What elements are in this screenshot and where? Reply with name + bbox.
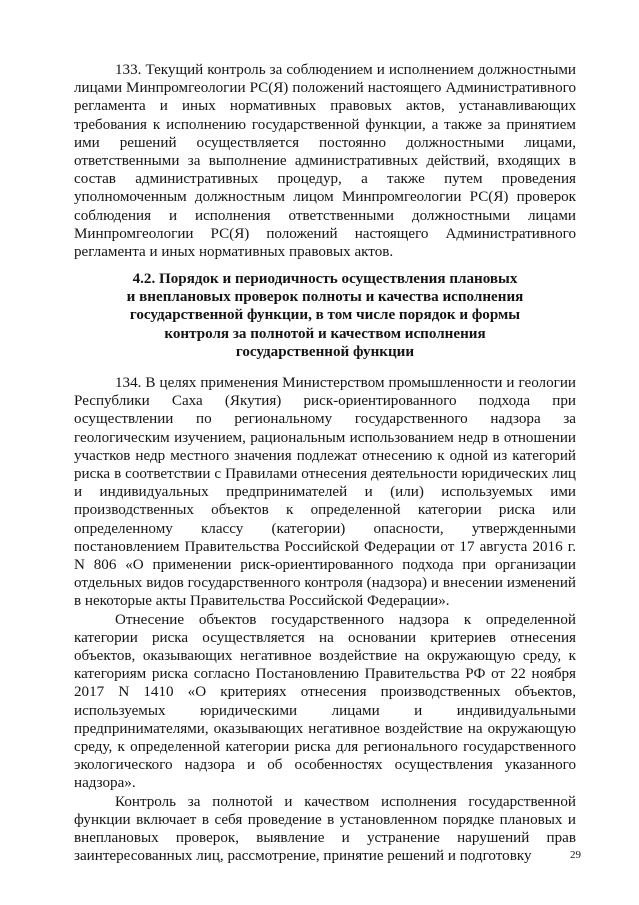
paragraph-block-1 bbox=[74, 61, 576, 261]
paragraph-133: 133. Текущий контроль за соблюдением и исполнением должностными лицами Минпромгеологии РС(Я) положений настоящего Административного регламента и иных нормативных правовых актов, устанавливающих требования к исполнению государственной функции, а также за принятием ими решений осуществляется постоянно должностными лицами, ответственными за выполнение административных действий, входящих в состав административных процедур, а также путем проведения уполномоченным должностным лицом Минпромгеологии РС(Я) проверок соблюдения и исполнения ответственными должностными лицами Минпромгеологии РС(Я) положений настоящего Административного регламента и иных нормативных правовых актов. bbox=[74, 62, 576, 261]
heading-line: государственной функции bbox=[235, 343, 415, 360]
heading-line: 4.2. Порядок и периодичность осуществления плановых bbox=[132, 271, 518, 287]
paragraph-block-2 bbox=[74, 374, 576, 865]
page-number: 29 bbox=[570, 849, 581, 861]
paragraph-control: Контроль за полнотой и качеством исполнения государственной функции включает в себя проведение в установленном порядке плановых и внеплановых проверок, выявление и устранение нарушений прав заинтересованных лиц, рассмотрение, принятие решений и подготовку bbox=[74, 793, 576, 865]
section-heading-4-2 bbox=[74, 270, 576, 361]
heading-line: государственной функции, в том числе порядок и формы bbox=[129, 307, 521, 324]
paragraph-134: 134. В целях применения Министерством промышленности и геологии Республики Саха (Якутия) риск-ориентированного подхода при осуществлении по региональному государственного надзора за геологическим изучением, рациональным использованием недр в отношении участков недр местного значения подлежат отнесению к одной из категорий риска в соответствии с Правилами отнесения деятельности юридических лиц и индивидуальных предпринимателей и (или) используемых ими производственных объектов к определенной категории риска или определенному классу (категории) опасности, утвержденными постановлением Правительства Российской Федерации от 17 августа 2016 г. N 806 «О применении риск-ориентированного подхода при организации отдельных видов государственного контроля (надзора) и внесении изменений в некоторые акты Правительства Российской Федерации». bbox=[74, 375, 576, 610]
heading-line: контроля за полнотой и качеством исполнения bbox=[164, 325, 486, 342]
heading-line: и внеплановых проверок полноты и качества исполнения bbox=[126, 289, 524, 306]
paragraph-risk-categories: Отнесение объектов государственного надзора к определенной категории риска осуществляется на основании критериев отнесения объектов, оказывающих негативное воздействие на окружающую среду, к категориям риска согласно Постановлению Правительства РФ от 22 ноября 2017 N 1410 «О критериях отнесения производственных объектов, используемых юридическими лицами и индивидуальными предпринимателями, оказывающих негативное воздействие на окружающую среду, к определенной категории риска для регионального государственного экологического надзора и об особенностях осуществления указанного надзора». bbox=[74, 611, 576, 792]
